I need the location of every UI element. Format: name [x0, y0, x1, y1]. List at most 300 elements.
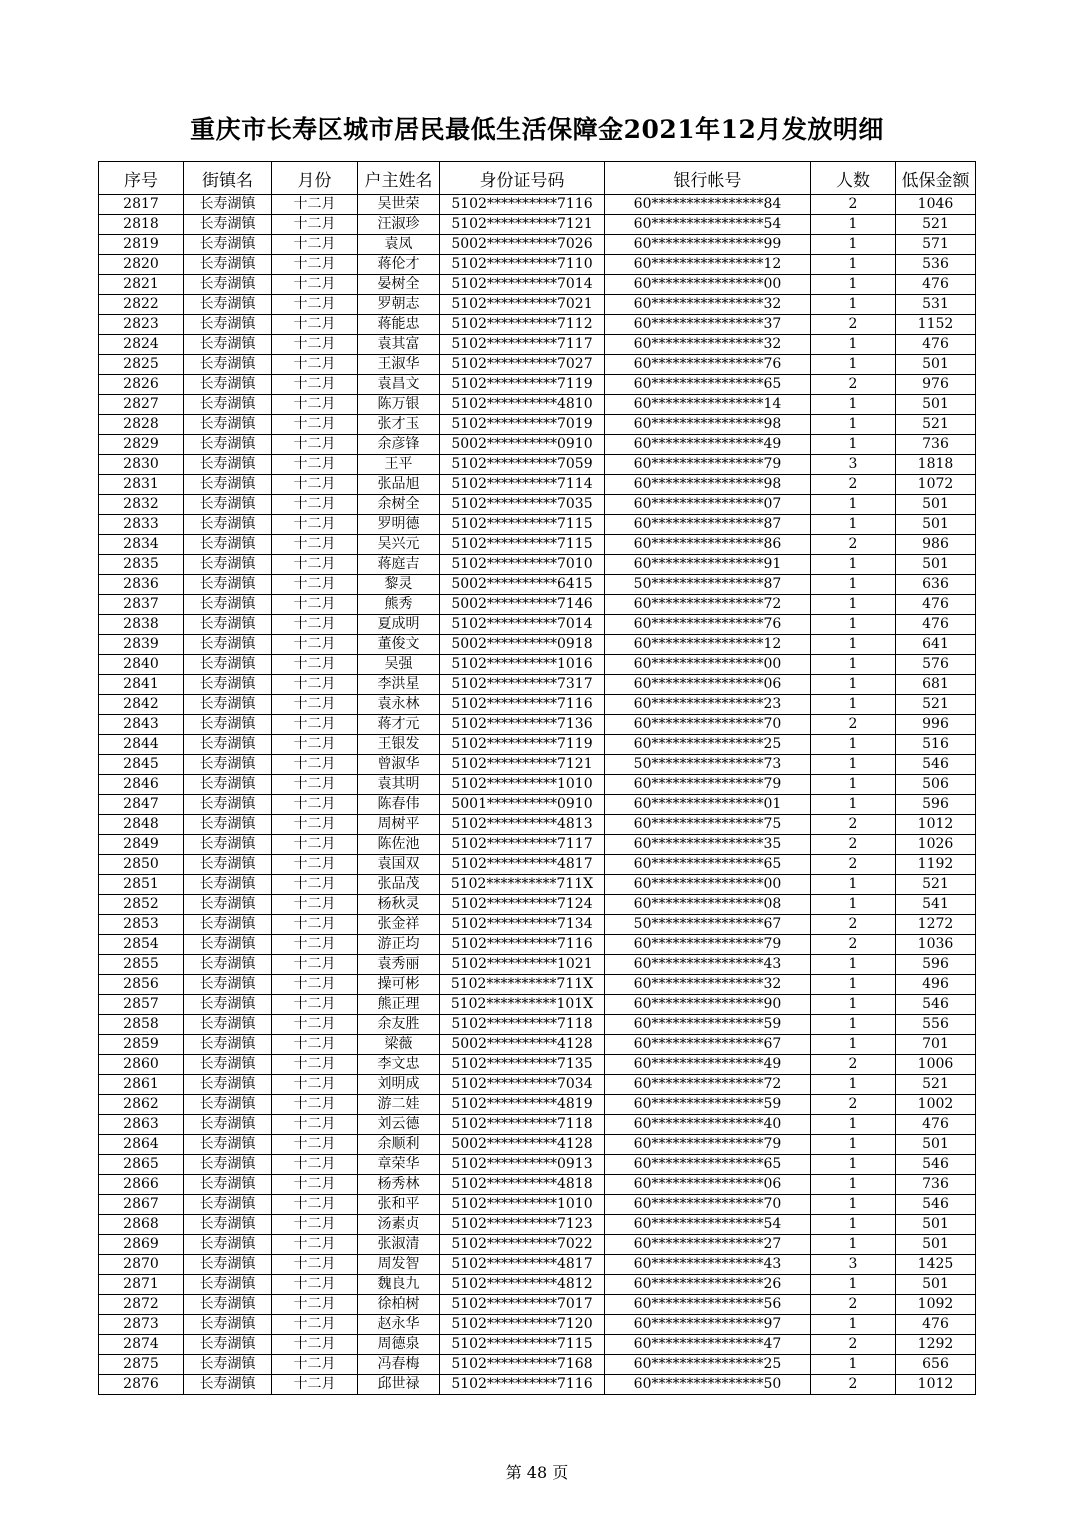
- cell-town: 长寿湖镇: [184, 315, 272, 335]
- table-row: [99, 715, 976, 735]
- cell-serial: 2849: [99, 835, 184, 855]
- cell-bank-account: 50****************73: [605, 755, 811, 775]
- table-row: [99, 735, 976, 755]
- table-row: [99, 1355, 976, 1375]
- cell-month: 十二月: [272, 435, 358, 455]
- cell-id-number: 5102**********4810: [440, 395, 605, 415]
- cell-id-number: 5102**********1010: [440, 775, 605, 795]
- cell-month: 十二月: [272, 855, 358, 875]
- cell-town: 长寿湖镇: [184, 995, 272, 1015]
- cell-householder: 袁秀丽: [358, 955, 440, 975]
- cell-persons: 1: [811, 735, 896, 755]
- cell-persons: 1: [811, 1315, 896, 1335]
- cell-month: 十二月: [272, 295, 358, 315]
- cell-serial: 2817: [99, 195, 184, 215]
- cell-month: 十二月: [272, 1335, 358, 1355]
- cell-month: 十二月: [272, 815, 358, 835]
- cell-householder: 王银发: [358, 735, 440, 755]
- cell-town: 长寿湖镇: [184, 335, 272, 355]
- cell-id-number: 5002**********0910: [440, 435, 605, 455]
- cell-householder: 袁永林: [358, 695, 440, 715]
- cell-amount: 976: [896, 375, 976, 395]
- cell-bank-account: 60****************06: [605, 675, 811, 695]
- cell-householder: 周德泉: [358, 1335, 440, 1355]
- table-row: [99, 815, 976, 835]
- table-row: [99, 275, 976, 295]
- cell-persons: 1: [811, 755, 896, 775]
- cell-amount: 986: [896, 535, 976, 555]
- cell-persons: 3: [811, 455, 896, 475]
- cell-householder: 袁其明: [358, 775, 440, 795]
- cell-town: 长寿湖镇: [184, 955, 272, 975]
- cell-householder: 陈万银: [358, 395, 440, 415]
- cell-town: 长寿湖镇: [184, 435, 272, 455]
- cell-serial: 2862: [99, 1095, 184, 1115]
- cell-id-number: 5102**********7119: [440, 735, 605, 755]
- cell-householder: 余友胜: [358, 1015, 440, 1035]
- cell-month: 十二月: [272, 1195, 358, 1215]
- cell-month: 十二月: [272, 1055, 358, 1075]
- cell-amount: 546: [896, 995, 976, 1015]
- cell-persons: 2: [811, 1055, 896, 1075]
- cell-householder: 冯春梅: [358, 1355, 440, 1375]
- col-header-serial: 序号: [99, 162, 184, 195]
- cell-serial: 2874: [99, 1335, 184, 1355]
- cell-id-number: 5102**********7118: [440, 1015, 605, 1035]
- cell-id-number: 5102**********7120: [440, 1315, 605, 1335]
- cell-persons: 1: [811, 255, 896, 275]
- cell-id-number: 5102**********7014: [440, 615, 605, 635]
- cell-id-number: 5002**********7026: [440, 235, 605, 255]
- cell-id-number: 5002**********6415: [440, 575, 605, 595]
- cell-month: 十二月: [272, 615, 358, 635]
- cell-persons: 1: [811, 595, 896, 615]
- cell-amount: 1006: [896, 1055, 976, 1075]
- cell-householder: 张淑清: [358, 1235, 440, 1255]
- cell-householder: 袁其富: [358, 335, 440, 355]
- cell-amount: 501: [896, 1275, 976, 1295]
- cell-amount: 476: [896, 275, 976, 295]
- cell-persons: 1: [811, 1135, 896, 1155]
- cell-householder: 张才玉: [358, 415, 440, 435]
- cell-householder: 蒋才元: [358, 715, 440, 735]
- cell-month: 十二月: [272, 215, 358, 235]
- cell-bank-account: 60****************99: [605, 235, 811, 255]
- cell-month: 十二月: [272, 1155, 358, 1175]
- cell-amount: 476: [896, 335, 976, 355]
- cell-persons: 2: [811, 535, 896, 555]
- cell-serial: 2847: [99, 795, 184, 815]
- cell-amount: 476: [896, 1115, 976, 1135]
- cell-amount: 1192: [896, 855, 976, 875]
- cell-id-number: 5102**********7116: [440, 195, 605, 215]
- table-row: [99, 875, 976, 895]
- cell-serial: 2825: [99, 355, 184, 375]
- cell-persons: 1: [811, 215, 896, 235]
- cell-town: 长寿湖镇: [184, 1175, 272, 1195]
- cell-month: 十二月: [272, 535, 358, 555]
- cell-month: 十二月: [272, 975, 358, 995]
- cell-id-number: 5002**********4128: [440, 1035, 605, 1055]
- cell-month: 十二月: [272, 1135, 358, 1155]
- cell-householder: 李文忠: [358, 1055, 440, 1075]
- allowance-table: [98, 161, 976, 1395]
- cell-amount: 501: [896, 495, 976, 515]
- cell-month: 十二月: [272, 1355, 358, 1375]
- cell-serial: 2869: [99, 1235, 184, 1255]
- cell-persons: 1: [811, 1115, 896, 1135]
- cell-bank-account: 60****************79: [605, 775, 811, 795]
- cell-town: 长寿湖镇: [184, 635, 272, 655]
- cell-id-number: 5102**********7115: [440, 1335, 605, 1355]
- cell-town: 长寿湖镇: [184, 1275, 272, 1295]
- cell-householder: 蒋能忠: [358, 315, 440, 335]
- cell-serial: 2860: [99, 1055, 184, 1075]
- cell-householder: 夏成明: [358, 615, 440, 635]
- cell-amount: 1026: [896, 835, 976, 855]
- cell-month: 十二月: [272, 955, 358, 975]
- cell-serial: 2823: [99, 315, 184, 335]
- cell-householder: 罗明德: [358, 515, 440, 535]
- cell-serial: 2865: [99, 1155, 184, 1175]
- cell-month: 十二月: [272, 915, 358, 935]
- cell-serial: 2828: [99, 415, 184, 435]
- cell-householder: 杨秀林: [358, 1175, 440, 1195]
- table-row: [99, 1315, 976, 1335]
- cell-id-number: 5102**********7134: [440, 915, 605, 935]
- cell-serial: 2873: [99, 1315, 184, 1335]
- cell-month: 十二月: [272, 715, 358, 735]
- cell-id-number: 5102**********7136: [440, 715, 605, 735]
- cell-town: 长寿湖镇: [184, 615, 272, 635]
- cell-householder: 袁国双: [358, 855, 440, 875]
- cell-month: 十二月: [272, 315, 358, 335]
- table-row: [99, 455, 976, 475]
- cell-amount: 476: [896, 615, 976, 635]
- cell-bank-account: 60****************98: [605, 415, 811, 435]
- table-row: [99, 1295, 976, 1315]
- cell-persons: 1: [811, 415, 896, 435]
- table-row: [99, 855, 976, 875]
- cell-month: 十二月: [272, 1175, 358, 1195]
- cell-persons: 2: [811, 1095, 896, 1115]
- cell-bank-account: 60****************90: [605, 995, 811, 1015]
- cell-householder: 李洪星: [358, 675, 440, 695]
- cell-bank-account: 60****************00: [605, 275, 811, 295]
- cell-householder: 操可彬: [358, 975, 440, 995]
- cell-bank-account: 60****************97: [605, 1315, 811, 1335]
- cell-bank-account: 60****************47: [605, 1335, 811, 1355]
- table-row: [99, 495, 976, 515]
- cell-householder: 熊正理: [358, 995, 440, 1015]
- page-title: 重庆市长寿区城市居民最低生活保障金2021年12月发放明细: [190, 115, 884, 144]
- cell-serial: 2859: [99, 1035, 184, 1055]
- table-row: [99, 1135, 976, 1155]
- cell-id-number: 5102**********4819: [440, 1095, 605, 1115]
- cell-householder: 吴兴元: [358, 535, 440, 555]
- cell-bank-account: 60****************12: [605, 255, 811, 275]
- table-row: [99, 295, 976, 315]
- cell-town: 长寿湖镇: [184, 695, 272, 715]
- cell-bank-account: 60****************49: [605, 435, 811, 455]
- cell-serial: 2824: [99, 335, 184, 355]
- table-row: [99, 255, 976, 275]
- cell-householder: 董俊文: [358, 635, 440, 655]
- cell-id-number: 5102**********4813: [440, 815, 605, 835]
- cell-bank-account: 60****************54: [605, 215, 811, 235]
- table-row: [99, 1055, 976, 1075]
- cell-persons: 1: [811, 1175, 896, 1195]
- cell-month: 十二月: [272, 755, 358, 775]
- cell-town: 长寿湖镇: [184, 875, 272, 895]
- cell-id-number: 5102**********7117: [440, 835, 605, 855]
- cell-persons: 2: [811, 1375, 896, 1395]
- cell-amount: 1292: [896, 1335, 976, 1355]
- cell-householder: 王平: [358, 455, 440, 475]
- cell-amount: 496: [896, 975, 976, 995]
- cell-amount: 546: [896, 1155, 976, 1175]
- table-row: [99, 415, 976, 435]
- cell-town: 长寿湖镇: [184, 815, 272, 835]
- col-header-month: 月份: [272, 162, 358, 195]
- cell-town: 长寿湖镇: [184, 275, 272, 295]
- cell-amount: 521: [896, 875, 976, 895]
- table-row: [99, 615, 976, 635]
- cell-persons: 1: [811, 655, 896, 675]
- cell-persons: 1: [811, 1035, 896, 1055]
- cell-serial: 2830: [99, 455, 184, 475]
- cell-month: 十二月: [272, 335, 358, 355]
- cell-month: 十二月: [272, 775, 358, 795]
- cell-persons: 1: [811, 895, 896, 915]
- cell-serial: 2858: [99, 1015, 184, 1035]
- cell-town: 长寿湖镇: [184, 355, 272, 375]
- table-row: [99, 1195, 976, 1215]
- cell-bank-account: 60****************65: [605, 375, 811, 395]
- cell-persons: 1: [811, 1275, 896, 1295]
- cell-id-number: 5102**********1021: [440, 955, 605, 975]
- cell-town: 长寿湖镇: [184, 1195, 272, 1215]
- cell-householder: 张和平: [358, 1195, 440, 1215]
- cell-serial: 2851: [99, 875, 184, 895]
- table-row: [99, 775, 976, 795]
- cell-householder: 周树平: [358, 815, 440, 835]
- cell-town: 长寿湖镇: [184, 375, 272, 395]
- table-row: [99, 1275, 976, 1295]
- cell-town: 长寿湖镇: [184, 755, 272, 775]
- cell-householder: 章荣华: [358, 1155, 440, 1175]
- table-row: [99, 555, 976, 575]
- cell-householder: 魏良九: [358, 1275, 440, 1295]
- cell-bank-account: 60****************25: [605, 735, 811, 755]
- cell-town: 长寿湖镇: [184, 1355, 272, 1375]
- cell-amount: 476: [896, 1315, 976, 1335]
- table-row: [99, 1075, 976, 1095]
- cell-amount: 1012: [896, 1375, 976, 1395]
- cell-month: 十二月: [272, 355, 358, 375]
- cell-town: 长寿湖镇: [184, 575, 272, 595]
- cell-bank-account: 60****************72: [605, 595, 811, 615]
- cell-id-number: 5102**********7317: [440, 675, 605, 695]
- cell-id-number: 5102**********7123: [440, 1215, 605, 1235]
- cell-id-number: 5102**********1010: [440, 1195, 605, 1215]
- cell-bank-account: 60****************98: [605, 475, 811, 495]
- cell-town: 长寿湖镇: [184, 215, 272, 235]
- cell-serial: 2818: [99, 215, 184, 235]
- cell-town: 长寿湖镇: [184, 835, 272, 855]
- cell-persons: 1: [811, 575, 896, 595]
- cell-bank-account: 60****************86: [605, 535, 811, 555]
- table-row: [99, 395, 976, 415]
- cell-month: 十二月: [272, 835, 358, 855]
- table-row: [99, 935, 976, 955]
- cell-persons: 2: [811, 935, 896, 955]
- cell-bank-account: 60****************43: [605, 955, 811, 975]
- cell-serial: 2848: [99, 815, 184, 835]
- cell-id-number: 5102**********7121: [440, 215, 605, 235]
- cell-town: 长寿湖镇: [184, 195, 272, 215]
- cell-bank-account: 60****************01: [605, 795, 811, 815]
- cell-persons: 3: [811, 1255, 896, 1275]
- table-row: [99, 475, 976, 495]
- cell-bank-account: 60****************75: [605, 815, 811, 835]
- cell-town: 长寿湖镇: [184, 1235, 272, 1255]
- cell-householder: 蒋庭吉: [358, 555, 440, 575]
- cell-bank-account: 60****************00: [605, 875, 811, 895]
- cell-persons: 2: [811, 1335, 896, 1355]
- cell-bank-account: 60****************65: [605, 855, 811, 875]
- table-row: [99, 235, 976, 255]
- cell-bank-account: 60****************08: [605, 895, 811, 915]
- cell-householder: 余彦锋: [358, 435, 440, 455]
- cell-town: 长寿湖镇: [184, 255, 272, 275]
- cell-serial: 2852: [99, 895, 184, 915]
- cell-householder: 杨秋灵: [358, 895, 440, 915]
- cell-persons: 1: [811, 775, 896, 795]
- cell-serial: 2867: [99, 1195, 184, 1215]
- cell-bank-account: 60****************40: [605, 1115, 811, 1135]
- cell-month: 十二月: [272, 455, 358, 475]
- cell-amount: 506: [896, 775, 976, 795]
- cell-month: 十二月: [272, 1295, 358, 1315]
- cell-amount: 536: [896, 255, 976, 275]
- cell-serial: 2827: [99, 395, 184, 415]
- table-row: [99, 1235, 976, 1255]
- cell-serial: 2842: [99, 695, 184, 715]
- cell-amount: 736: [896, 1175, 976, 1195]
- cell-town: 长寿湖镇: [184, 595, 272, 615]
- cell-month: 十二月: [272, 1075, 358, 1095]
- cell-serial: 2872: [99, 1295, 184, 1315]
- cell-month: 十二月: [272, 275, 358, 295]
- cell-persons: 2: [811, 715, 896, 735]
- cell-id-number: 5102**********711X: [440, 875, 605, 895]
- cell-householder: 汤素贞: [358, 1215, 440, 1235]
- cell-serial: 2856: [99, 975, 184, 995]
- cell-amount: 501: [896, 1235, 976, 1255]
- cell-town: 长寿湖镇: [184, 235, 272, 255]
- cell-month: 十二月: [272, 1095, 358, 1115]
- cell-persons: 1: [811, 1355, 896, 1375]
- cell-id-number: 5102**********7117: [440, 335, 605, 355]
- cell-town: 长寿湖镇: [184, 1115, 272, 1135]
- table-row: [99, 1035, 976, 1055]
- cell-month: 十二月: [272, 1315, 358, 1335]
- cell-amount: 556: [896, 1015, 976, 1035]
- cell-persons: 1: [811, 355, 896, 375]
- cell-persons: 1: [811, 435, 896, 455]
- cell-id-number: 5102**********7059: [440, 455, 605, 475]
- cell-bank-account: 60****************54: [605, 1215, 811, 1235]
- cell-bank-account: 60****************50: [605, 1375, 811, 1395]
- cell-id-number: 5002**********0918: [440, 635, 605, 655]
- table-row: [99, 1255, 976, 1275]
- cell-id-number: 5102**********7116: [440, 935, 605, 955]
- cell-id-number: 5102**********7027: [440, 355, 605, 375]
- cell-persons: 2: [811, 815, 896, 835]
- table-row: [99, 335, 976, 355]
- cell-month: 十二月: [272, 1255, 358, 1275]
- table-row: [99, 1015, 976, 1035]
- cell-id-number: 5102**********7021: [440, 295, 605, 315]
- cell-amount: 501: [896, 1135, 976, 1155]
- cell-householder: 曾淑华: [358, 755, 440, 775]
- table-row: [99, 1175, 976, 1195]
- cell-bank-account: 60****************72: [605, 1075, 811, 1095]
- cell-serial: 2829: [99, 435, 184, 455]
- cell-serial: 2837: [99, 595, 184, 615]
- cell-persons: 1: [811, 615, 896, 635]
- cell-id-number: 5102**********711X: [440, 975, 605, 995]
- cell-amount: 531: [896, 295, 976, 315]
- cell-amount: 701: [896, 1035, 976, 1055]
- cell-householder: 赵永华: [358, 1315, 440, 1335]
- cell-month: 十二月: [272, 515, 358, 535]
- cell-town: 长寿湖镇: [184, 555, 272, 575]
- cell-amount: 501: [896, 395, 976, 415]
- cell-bank-account: 60****************12: [605, 635, 811, 655]
- cell-town: 长寿湖镇: [184, 1155, 272, 1175]
- cell-householder: 蒋伦才: [358, 255, 440, 275]
- cell-id-number: 5102**********4812: [440, 1275, 605, 1295]
- cell-bank-account: 60****************32: [605, 335, 811, 355]
- table-row: [99, 835, 976, 855]
- cell-town: 长寿湖镇: [184, 915, 272, 935]
- cell-id-number: 5102**********4817: [440, 1255, 605, 1275]
- table-row: [99, 635, 976, 655]
- cell-town: 长寿湖镇: [184, 535, 272, 555]
- table-header-row: [99, 162, 976, 195]
- cell-persons: 1: [811, 1195, 896, 1215]
- cell-town: 长寿湖镇: [184, 1255, 272, 1275]
- cell-householder: 吴强: [358, 655, 440, 675]
- cell-month: 十二月: [272, 235, 358, 255]
- cell-persons: 2: [811, 315, 896, 335]
- table-row: [99, 1375, 976, 1395]
- cell-bank-account: 60****************07: [605, 495, 811, 515]
- cell-month: 十二月: [272, 1215, 358, 1235]
- cell-id-number: 5102**********7110: [440, 255, 605, 275]
- cell-amount: 501: [896, 355, 976, 375]
- cell-serial: 2832: [99, 495, 184, 515]
- cell-town: 长寿湖镇: [184, 735, 272, 755]
- cell-amount: 541: [896, 895, 976, 915]
- cell-month: 十二月: [272, 195, 358, 215]
- cell-bank-account: 60****************70: [605, 1195, 811, 1215]
- cell-month: 十二月: [272, 1015, 358, 1035]
- cell-town: 长寿湖镇: [184, 475, 272, 495]
- cell-town: 长寿湖镇: [184, 895, 272, 915]
